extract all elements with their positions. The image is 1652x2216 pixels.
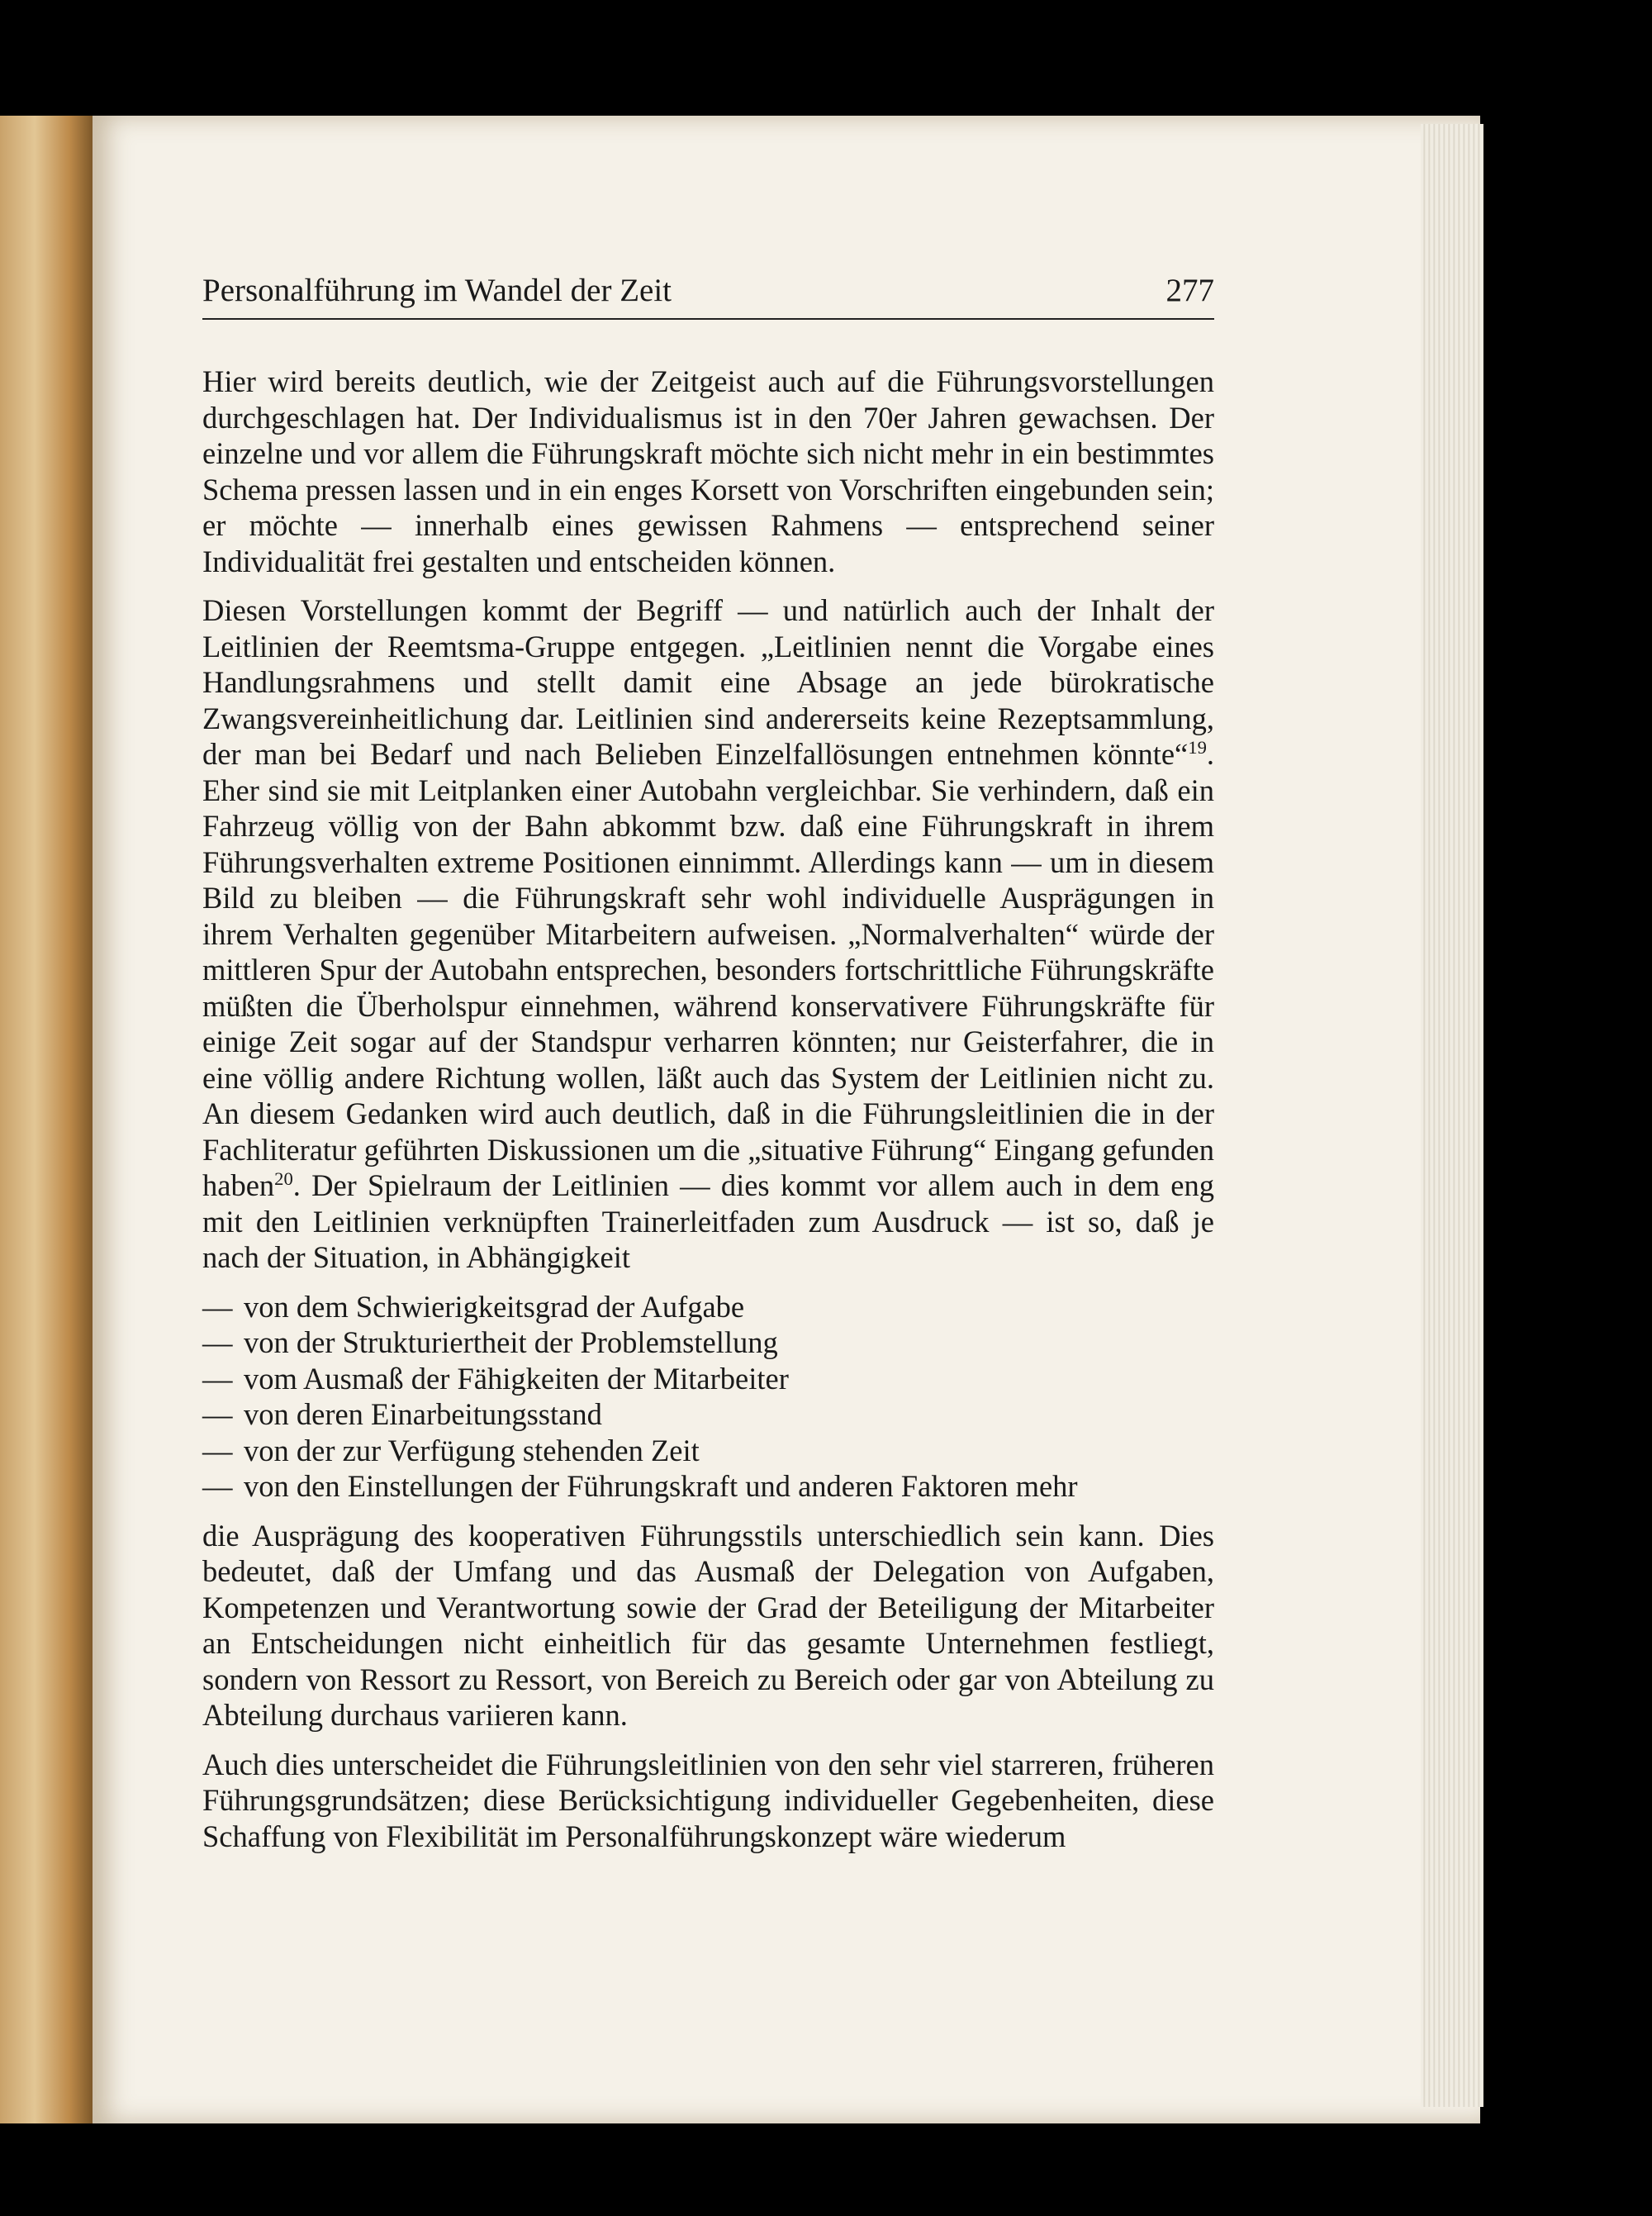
- page-stack-edge: [1421, 124, 1483, 2107]
- list-item-text: von den Einstellungen der Führungskraft und anderen Faktoren mehr: [244, 1469, 1078, 1503]
- running-header: [202, 269, 1214, 320]
- list-item: [202, 1289, 1214, 1325]
- left-page-edge: [0, 116, 99, 2123]
- paragraph-2-part-a: Diesen Vorstellungen kommt der Begriff — und natürlich auch der Inhalt der Leitlinien der Reemtsma-Gruppe entgegen. „Leitlinien nennt die Vorgabe eines Handlungsrahmens und stellt damit eine Absage an jede bürokratische Zwangsvereinheitlichung dar. Leitlinien sind andererseits keine Rezeptsammlung, der man bei Bedarf und nach Belieben Einzelfallösungen entnehmen könnte“: [202, 593, 1214, 771]
- page-number: 277: [1165, 273, 1214, 308]
- paragraph-4: Auch dies unterscheidet die Führungsleitlinien von den sehr viel starreren, früheren Führungsgrundsätzen; diese Berücksichtigung individueller Gegebenheiten, diese Schaffung von Flexibilität im Personalführungskonzept wäre wiederum: [202, 1747, 1214, 1853]
- list-dash: —: [202, 1469, 233, 1503]
- list-item: [202, 1324, 1214, 1361]
- list-item-text: von dem Schwierigkeitsgrad der Aufgabe: [244, 1289, 745, 1324]
- dependency-list: [202, 1289, 1214, 1505]
- list-item: [202, 1433, 1214, 1469]
- paragraph-2-part-b: . Eher sind sie mit Leitplanken einer Autobahn vergleichbar. Sie verhindern, daß ein Fahrzeug völlig von der Bahn abkommt bzw. daß eine Führungskraft in ihrem Führungsverhalten extreme Positionen einnimmt. Allerdings kann — um in diesem Bild zu bleiben — die Führungskraft sehr wohl individuelle Ausprägungen in ihrem Verhalten gegenüber Mitarbeitern aufweisen. „Normalverhalten“ würde der mittleren Spur der Autobahn entsprechen, besonders fortschrittliche Führungskräfte müßten die Überholspur einnehmen, während konservativere Führungskräfte für einige Zeit sogar auf der Standspur verharren könnten; nur Geisterfahrer, die in eine völlig andere Richtung wollen, läßt auch das System der Leitlinien nicht zu. An diesem Gedanken wird auch deutlich, daß in die Führungsleitlinien die in der Fachliteratur geführten Diskussionen um die „situative Führung“ Eingang gefunden haben: [202, 737, 1214, 1202]
- list-item-text: von deren Einarbeitungsstand: [244, 1397, 602, 1431]
- list-item-text: vom Ausmaß der Fähigkeiten der Mitarbeiter: [244, 1361, 789, 1396]
- footnote-ref-20: 20: [274, 1167, 293, 1189]
- footnote-ref-19: 19: [1188, 736, 1207, 758]
- list-dash: —: [202, 1397, 233, 1431]
- list-dash: —: [202, 1325, 233, 1359]
- list-item: [202, 1361, 1214, 1397]
- list-item-text: von der zur Verfügung stehenden Zeit: [244, 1433, 700, 1467]
- paragraph-2: [202, 592, 1214, 1276]
- paragraph-1: Hier wird bereits deutlich, wie der Zeitgeist auch auf die Führungsvorstellungen durchgeschlagen hat. Der Individualismus ist in den 70er Jahren gewachsen. Der einzelne und vor allem die Führungskraft möchte sich nicht mehr in ein bestimmtes Schema pressen lassen und in ein enges Korsett von Vorschriften eingebunden sein; er möchte — innerhalb eines gewissen Rahmens — entsprechend seiner Individualität frei gestalten und entscheiden können.: [202, 364, 1214, 578]
- list-dash: —: [202, 1361, 233, 1396]
- paragraph-2-part-c: . Der Spielraum der Leitlinien — dies kommt vor allem auch in dem eng mit den Leitlinien verknüpften Trainerleitfaden zum Ausdruck — ist so, daß je nach der Situation, in Abhängigkeit: [202, 1168, 1214, 1274]
- paragraph-3: die Ausprägung des kooperativen Führungsstils unterschiedlich sein kann. Dies bedeutet, daß der Umfang und das Ausmaß der Delegation von Aufgaben, Kompetenzen und Verantwortung sowie der Grad der Beteiligung der Mitarbeiter an Entscheidungen nicht einheitlich für das gesamte Unternehmen festliegt, sondern von Ressort zu Ressort, von Bereich zu Bereich oder gar von Abteilung zu Abteilung durchaus variieren kann.: [202, 1518, 1214, 1732]
- running-title: Personalführung im Wandel der Zeit: [202, 273, 672, 308]
- list-item: [202, 1396, 1214, 1433]
- list-item-text: von der Strukturiertheit der Problemstellung: [244, 1325, 778, 1359]
- list-dash: —: [202, 1289, 233, 1324]
- list-item: [202, 1468, 1214, 1505]
- body-text: [202, 364, 1214, 1867]
- list-dash: —: [202, 1433, 233, 1467]
